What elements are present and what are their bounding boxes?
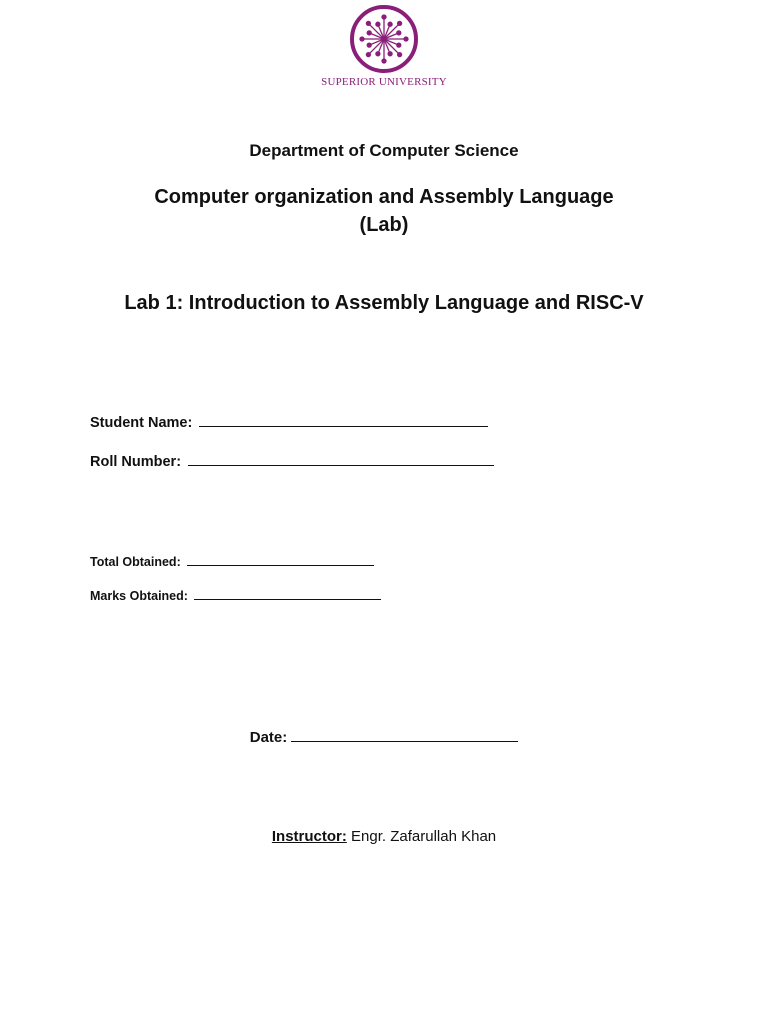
- total-obtained-field: [90, 555, 374, 569]
- student-name-field: [90, 414, 488, 431]
- student-name-blank[interactable]: [199, 414, 488, 427]
- date-blank[interactable]: [291, 727, 518, 742]
- instructor-label: Instructor:: [271, 828, 347, 845]
- roll-number-label: Roll Number:: [90, 454, 182, 470]
- marks-obtained-label: Marks Obtained:: [90, 589, 188, 603]
- lab-title: Lab 1: Introduction to Assembly Language and RISC-V: [124, 292, 644, 314]
- date-label: Date:: [249, 729, 288, 746]
- course-title-line: Computer organization and Assembly Language: [154, 186, 614, 208]
- marks-obtained-blank[interactable]: [194, 589, 381, 600]
- marks-obtained-field: [90, 589, 381, 603]
- department-heading: Department of Computer Science: [249, 141, 519, 160]
- student-name-label: Student Name:: [90, 415, 193, 431]
- instructor-name: Engr. Zafarullah Khan: [351, 828, 497, 845]
- university-name-logo-text: SUPERIOR UNIVERSITY: [321, 76, 447, 88]
- date-field: [0, 727, 768, 746]
- total-obtained-blank[interactable]: [187, 555, 374, 566]
- course-title: [0, 183, 768, 239]
- university-seal-icon: [349, 4, 419, 74]
- roll-number-blank[interactable]: [188, 453, 494, 466]
- course-subtitle-line: (Lab): [359, 214, 409, 236]
- university-logo: [0, 4, 768, 88]
- instructor-line: [0, 828, 768, 845]
- total-obtained-label: Total Obtained:: [90, 555, 181, 569]
- roll-number-field: [90, 453, 494, 470]
